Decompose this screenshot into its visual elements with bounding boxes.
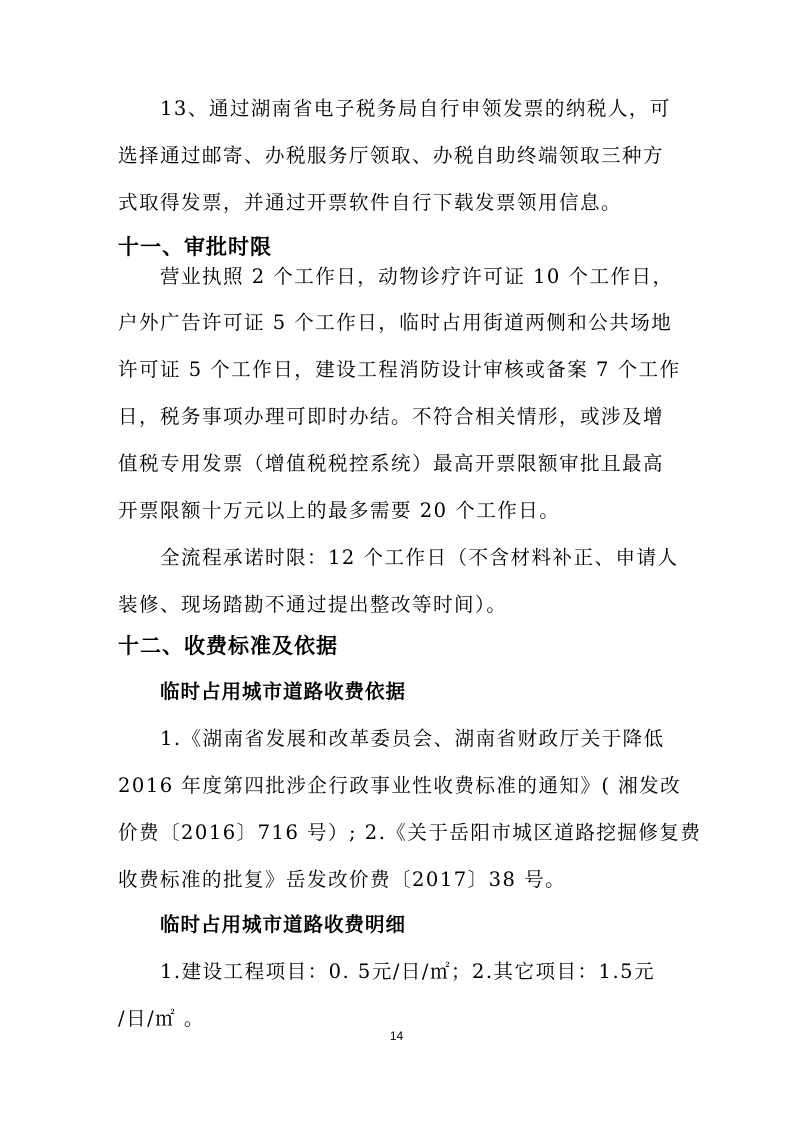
item13-line-2: 选择通过邮寄、办税服务厅领取、办税自助终端领取三种方 <box>118 144 665 167</box>
page-number: 14 <box>389 1029 404 1043</box>
section12-basis-line-3: 价费〔2016〕716 号）; 2.《关于岳阳市城区道路挖掘修复费 <box>118 821 702 844</box>
section11-para1-line-3: 许可证 5 个工作日，建设工程消防设计审核或备案 7 个工作 <box>118 358 681 381</box>
subheading-fee-basis: 临时占用城市道路收费依据 <box>160 680 407 703</box>
section12-details-line-2: /日/㎡ 。 <box>118 1007 205 1030</box>
item13-line-1: 13、通过湖南省电子税务局自行申领发票的纳税人，可 <box>160 97 671 120</box>
section12-basis-line-2: 2016 年度第四批涉企行政事业性收费标准的通知》( 湘发改 <box>118 774 682 797</box>
section11-para2-line-1: 全流程承诺时限：12 个工作日（不含材料补正、申请人 <box>160 546 679 569</box>
section12-basis-line-4: 收费标准的批复》岳发改价费〔2017〕38 号。 <box>118 868 567 891</box>
section11-para1-line-5: 值税专用发票（增值税税控系统）最高开票限额审批且最高 <box>118 452 665 475</box>
section12-details-line-1: 1.建设工程项目：0. 5元/日/㎡；2.其它项目：1.5元 <box>160 960 656 983</box>
section11-para1-line-1: 营业执照 2 个工作日，动物诊疗许可证 10 个工作日， <box>160 265 674 288</box>
section12-basis-line-1: 1.《湖南省发展和改革委员会、湖南省财政厅关于降低 <box>160 727 665 750</box>
section11-para2-line-2: 装修、现场踏勘不通过提出整改等时间）。 <box>118 593 508 616</box>
section-heading-approval-time-limit: 十一、审批时限 <box>118 235 272 259</box>
item13-line-3: 式取得发票，并通过开票软件自行下载发票领用信息。 <box>118 191 623 214</box>
section11-para1-line-4: 日，税务事项办理可即时办结。不符合相关情形，或涉及增 <box>118 405 665 428</box>
section-heading-fee-standards: 十二、收费标准及依据 <box>118 634 338 658</box>
section11-para1-line-2: 户外广告许可证 5 个工作日，临时占用街道两侧和公共场地 <box>118 311 673 334</box>
subheading-fee-details: 临时占用城市道路收费明细 <box>160 913 407 936</box>
section11-para1-line-6: 开票限额十万元以上的最多需要 20 个工作日。 <box>118 499 561 522</box>
